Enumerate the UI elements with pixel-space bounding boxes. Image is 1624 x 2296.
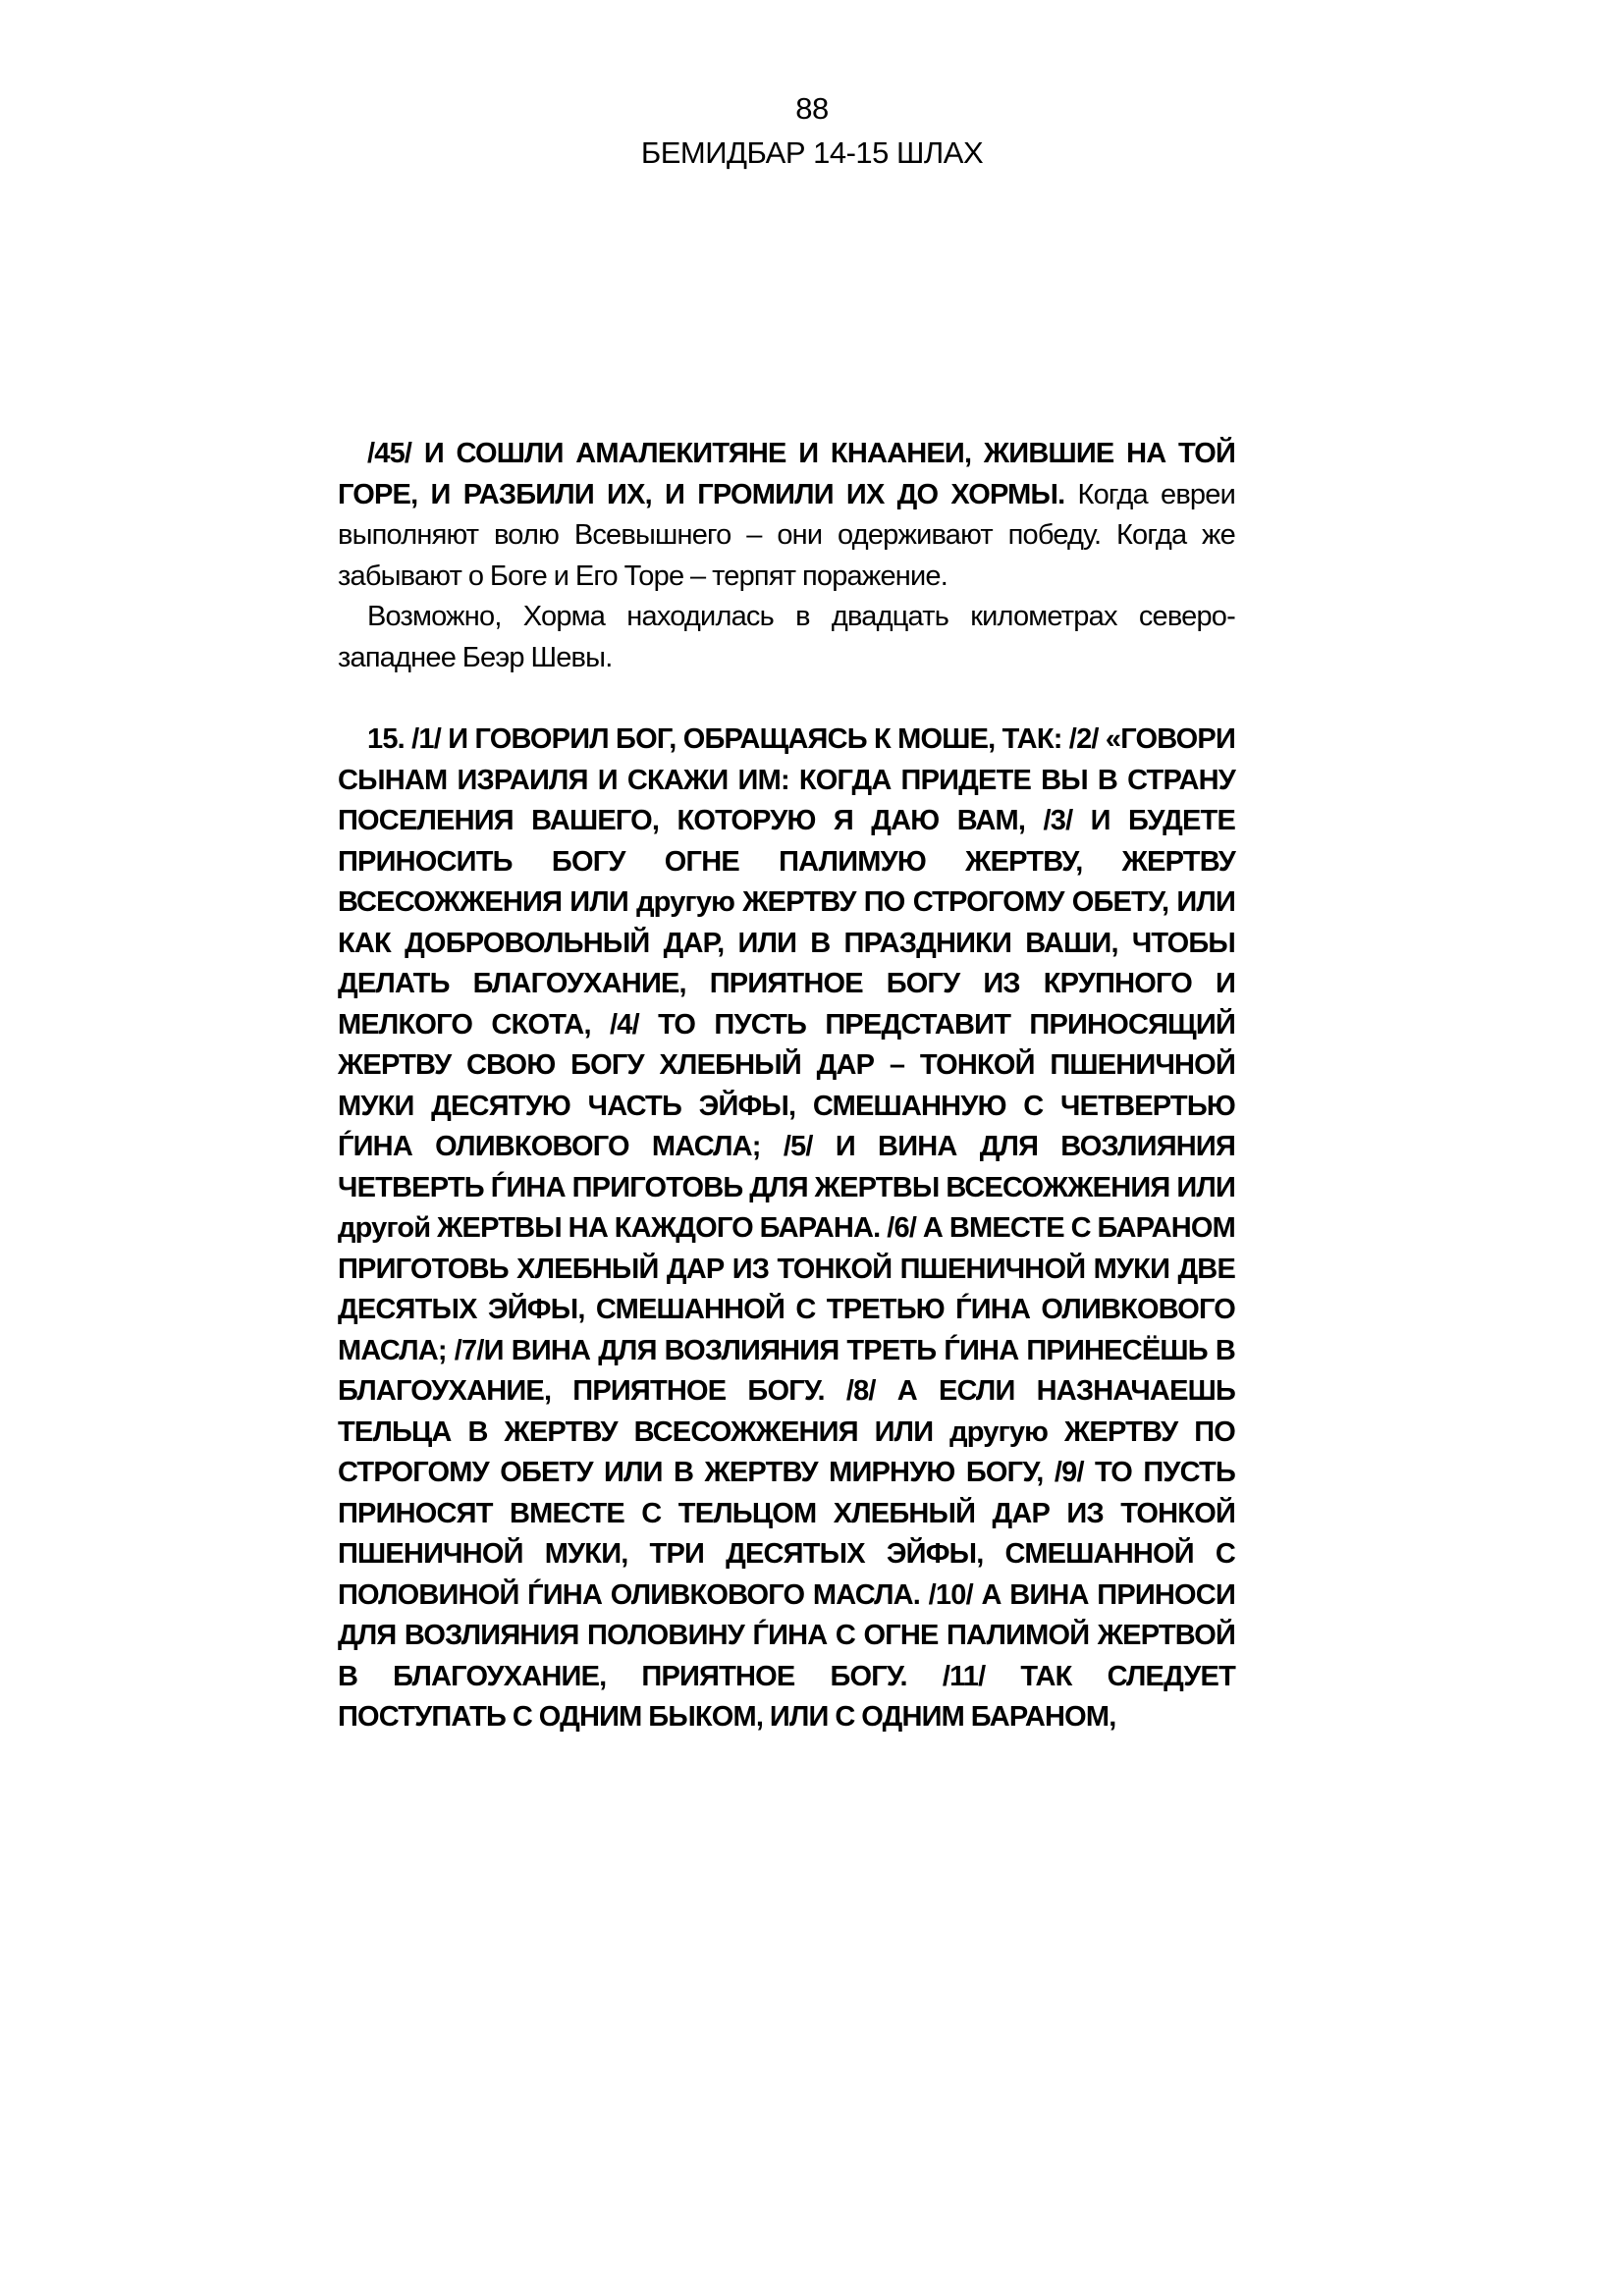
- page-number: 88: [795, 91, 829, 126]
- running-header: БЕМИДБАР 14-15 ШЛАХ: [640, 135, 984, 170]
- paragraph-verse-45: [338, 434, 1235, 597]
- regular-text-run: Когда евреи выполняют волю Всевышнего – они одерживают победу. Когда же забывают о Боге и Его Торе – терпят поражение.: [338, 478, 1235, 592]
- regular-text-run: Возможно, Хорма находилась в двадцать километрах северо-западнее Беэр Шевы.: [338, 601, 1235, 673]
- text-body: [338, 434, 1235, 1738]
- paragraph-commentary-horma: [338, 597, 1235, 678]
- bold-text-run: 15. /1/ И ГОВОРИЛ БОГ, ОБРАЩАЯСЬ К МОШЕ, ТАК: /2/ «ГОВОРИ СЫНАМ ИЗРАИЛЯ И СКАЖИ ИМ: КОГДА ПРИДЕТЕ ВЫ В СТРАНУ ПОСЕЛЕНИЯ ВАШЕГО, КОТОРУЮ Я ДАЮ ВАМ, /3/ И БУДЕТЕ ПРИНОСИТЬ БОГУ ОГНЕ ПАЛИМУЮ ЖЕРТВУ, ЖЕРТВУ ВСЕСОЖЖЕНИЯ ИЛИ другую ЖЕРТВУ ПО СТРОГОМУ ОБЕТУ, ИЛИ КАК ДОБРОВОЛЬНЫЙ ДАР, ИЛИ В ПРАЗДНИКИ ВАШИ, ЧТОБЫ ДЕЛАТЬ БЛАГОУХАНИЕ, ПРИЯТНОЕ БОГУ ИЗ КРУПНОГО И МЕЛКОГО СКОТА, /4/ ТО ПУСТЬ ПРЕДСТАВИТ ПРИНОСЯЩИЙ ЖЕРТВУ СВОЮ БОГУ ХЛЕБНЫЙ ДАР – ТОНКОЙ ПШЕНИЧНОЙ МУКИ ДЕСЯТУЮ ЧАСТЬ ЭЙФЫ, СМЕШАННУЮ С ЧЕТВЕРТЬЮ ЃИНА ОЛИВКОВОГО МАСЛА; /5/ И ВИНА ДЛЯ ВОЗЛИЯНИЯ ЧЕТВЕРТЬ ЃИНА ПРИГОТОВЬ ДЛЯ ЖЕРТВЫ ВСЕСОЖЖЕНИЯ ИЛИ другой ЖЕРТВЫ НА КАЖДОГО БАРАНА. /6/ А ВМЕСТЕ С БАРАНОМ ПРИГОТОВЬ ХЛЕБНЫЙ ДАР ИЗ ТОНКОЙ ПШЕНИЧНОЙ МУКИ ДВЕ ДЕСЯТЫХ ЭЙФЫ, СМЕШАННОЙ С ТРЕТЬЮ ЃИНА ОЛИВКОВОГО МАСЛА; /7/И ВИНА ДЛЯ ВОЗЛИЯНИЯ ТРЕТЬ ЃИНА ПРИНЕСЁШЬ В БЛАГОУХАНИЕ, ПРИЯТНОЕ БОГУ. /8/ А ЕСЛИ НАЗНАЧАЕШЬ ТЕЛЬЦА В ЖЕРТВУ ВСЕСОЖЖЕНИЯ ИЛИ другую ЖЕРТВУ ПО СТРОГОМУ ОБЕТУ ИЛИ В ЖЕРТВУ МИРНУЮ БОГУ, /9/ ТО ПУСТЬ ПРИНОСЯТ ВМЕСТЕ С ТЕЛЬЦОМ ХЛЕБНЫЙ ДАР ИЗ ТОНКОЙ ПШЕНИЧНОЙ МУКИ, ТРИ ДЕСЯТЫХ ЭЙФЫ, СМЕШАННОЙ С ПОЛОВИНОЙ ЃИНА ОЛИВКОВОГО МАСЛА. /10/ А ВИНА ПРИНОСИ ДЛЯ ВОЗЛИЯНИЯ ПОЛОВИНУ ЃИНА С ОГНЕ ПАЛИМОЙ ЖЕРТВОЙ В БЛАГОУХАНИЕ, ПРИЯТНОЕ БОГУ. /11/ ТАК СЛЕДУЕТ ПОСТУПАТЬ С ОДНИМ БЫКОМ, ИЛИ С ОДНИМ БАРАНОМ,: [338, 723, 1235, 1733]
- paragraph-chapter-15-verses-1-11: [338, 720, 1235, 1738]
- bold-text-run: /45/ И СОШЛИ АМАЛЕКИТЯНЕ И КНААНЕИ, ЖИВШИЕ НА ТОЙ ГОРЕ, И РАЗБИЛИ ИХ, И ГРОМИЛИ ИХ ДО ХОРМЫ.: [338, 438, 1235, 510]
